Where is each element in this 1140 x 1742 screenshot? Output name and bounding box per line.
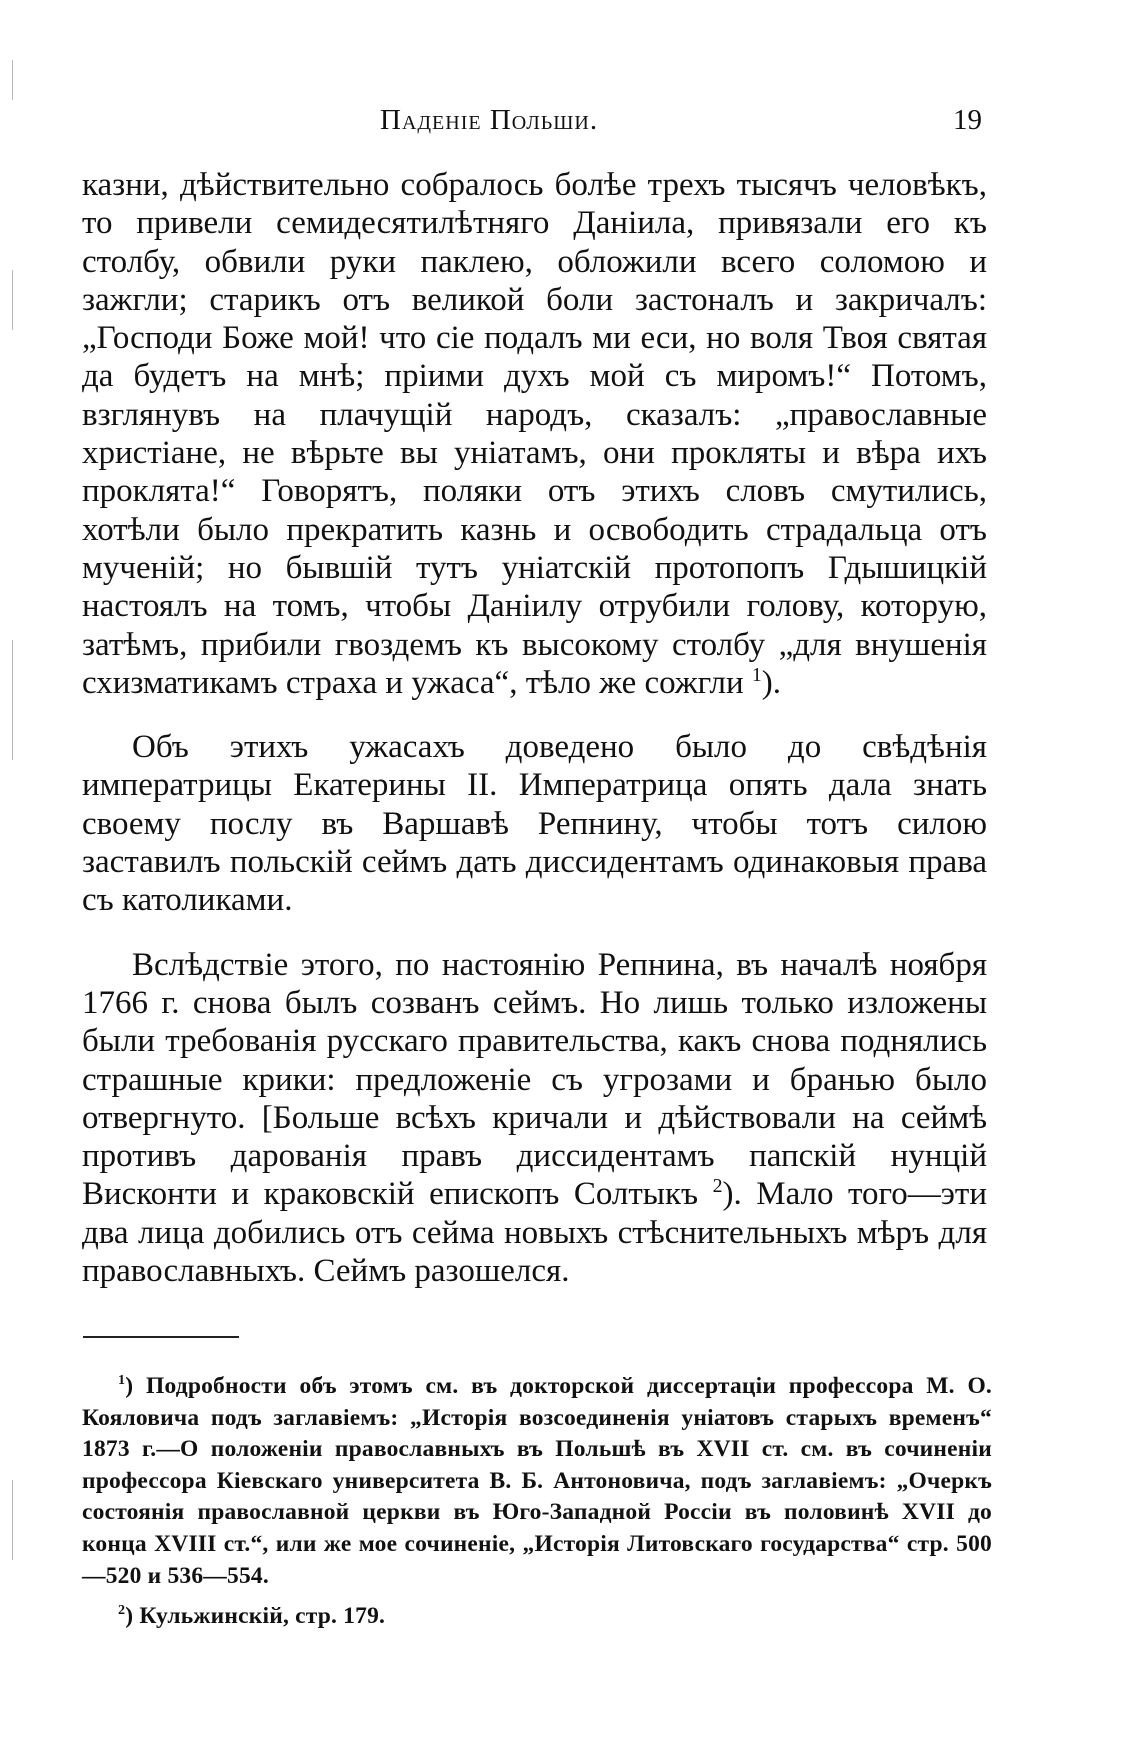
footnote-mark: 2 [118, 1602, 126, 1619]
margin-mark [12, 270, 13, 330]
paragraph-text: казни, дѣйствительно собралось болѣе трехъ тысячъ человѣкъ, то привели семидесятилѣтняго Даніила, привязали его къ столбу, обвили руки паклею, обложили всего соломою и зажгли; старикъ отъ великой боли застоналъ и закричалъ: „Господи Боже мой! что сіе подалъ ми еси, но воля Твоя святая да будетъ на мнѣ; пріими духъ мой съ миромъ!“ Потомъ, взглянувъ на плачущій народъ, сказалъ: „православные христіане, не вѣрьте вы уніатамъ, они прокляты и вѣра ихъ проклята!“ Говорятъ, поляки отъ этихъ словъ смутились, хотѣли было прекратить казнь и освободить страдальца отъ мученій; но бывшій тутъ уніатскій протопопъ Гдышицкій настоялъ на томъ, чтобы Даніилу отрубили голову, которую, затѣмъ, прибили гвоздемъ къ высокому столбу „для внушенія схизматикамъ страха и ужаса“, тѣло же сожгли [82, 167, 987, 701]
running-title: Паденіе Польши. [380, 104, 599, 136]
footnote-divider [83, 1336, 239, 1338]
paragraph [82, 728, 987, 919]
footnote [82, 1371, 992, 1592]
margin-mark [12, 640, 13, 760]
paragraph [82, 946, 987, 1291]
page-number: 19 [953, 104, 982, 136]
margin-mark [12, 60, 13, 100]
paragraph-text: Объ этихъ ужасахъ доведено было до свѣдѣнія императрицы Екатерины II. Императрица опять дала знать своему послу въ Варшавѣ Репнину, чтобы тотъ силою заставилъ польскій сеймъ дать диссидентамъ одинаковыя права съ католиками. [82, 729, 987, 919]
paragraph-text: ). Мало того—эти два лица добились отъ сейма новыхъ стѣснительныхъ мѣръ для православныхъ. Сеймъ разошелся. [82, 1176, 987, 1290]
footnote-mark: 1 [118, 1372, 126, 1389]
main-text [82, 166, 987, 1290]
paragraph [82, 166, 987, 702]
footnote-reference: 2 [712, 1175, 723, 1198]
margin-mark [12, 1480, 13, 1560]
footnotes [82, 1371, 992, 1633]
paragraph-text: Вслѣдствіе этого, по настоянію Репнина, въ началѣ ноября 1766 г. снова былъ созванъ сеймъ. Но лишь только изложены были требованія русскаго правительства, какъ снова поднялись страшные крики: предложеніе съ угрозами и бранью было отвергнуто. [Больше всѣхъ кричали и дѣйствовали на сеймѣ противъ дарованія правъ диссидентамъ папскій нунцій Висконти и краковскій епископъ Солтыкъ [82, 946, 987, 1213]
footnote-text: ) Кульжинскій, стр. 179. [125, 1603, 386, 1630]
paragraph-text: ). [761, 664, 782, 701]
running-header [80, 104, 980, 148]
footnote [82, 1601, 992, 1633]
footnote-reference: 1 [751, 663, 762, 686]
footnote-text: ) Подробности объ этомъ см. въ докторской диссертаціи профессора М. О. Кояловича подъ заглавіемъ: „Исторія возсоединенія уніатовъ старыхъ временъ“ 1873 г.—О положеніи православныхъ въ Польшѣ въ XVII ст. см. въ сочиненіи профессора Кіевскаго университета В. Б. Антоновича, подъ заглавіемъ: „Очеркъ состоянія православной церкви въ Юго-Западной Россіи въ половинѣ XVII до конца XVIII ст.“, или же мое сочиненіе, „Исторія Литовскаго государства“ стр. 500—520 и 536—554. [82, 1373, 992, 1589]
